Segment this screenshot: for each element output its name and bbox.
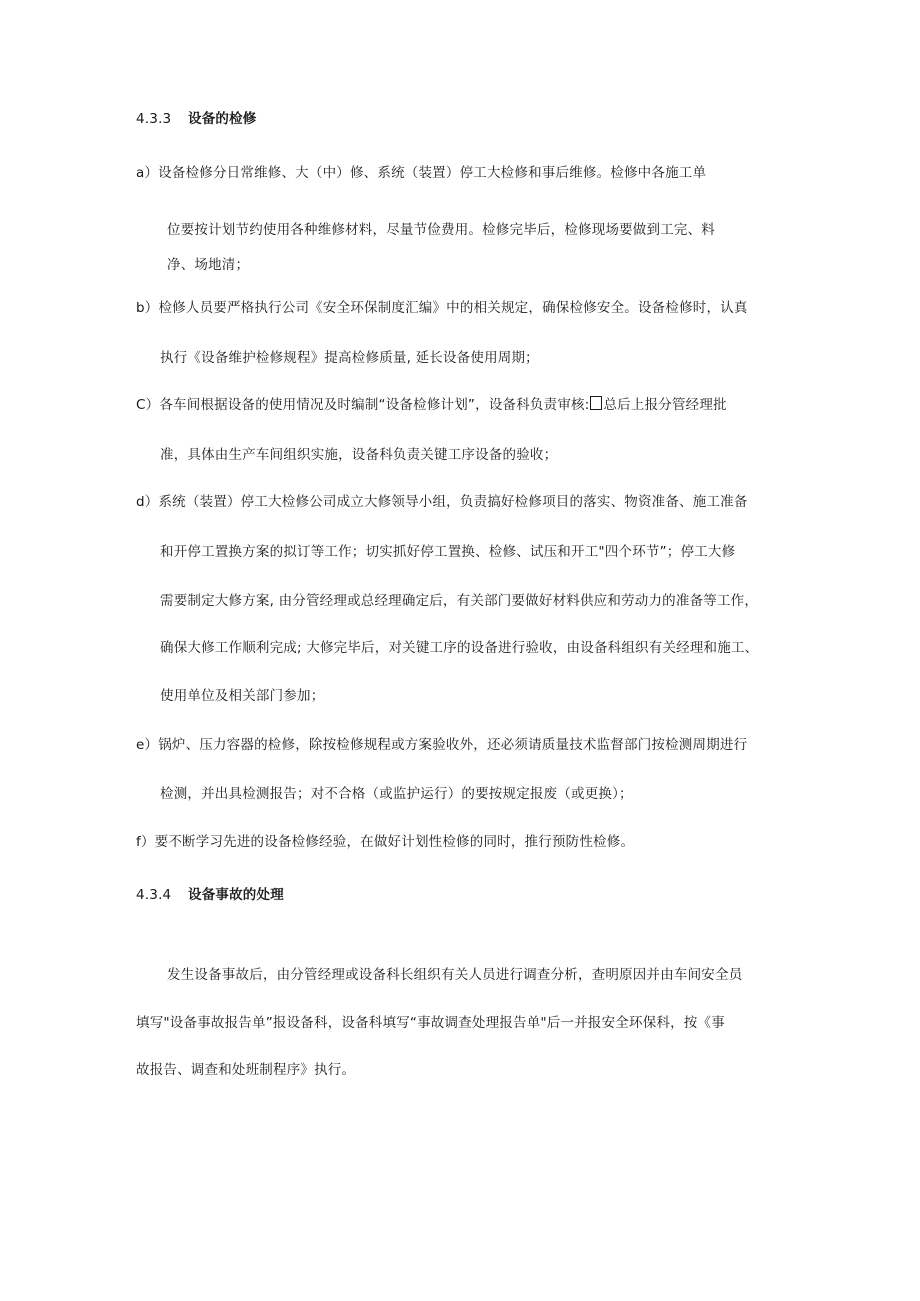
item-a-line-2: 位要按计划节约使用各种维修材料，尽量节俭费用。检修完毕后，检修现场要做到工完、料 — [167, 222, 715, 238]
item-c-line-1 — [136, 396, 727, 414]
item-c-line-1-end: 总后上报分管经理批 — [603, 397, 727, 413]
item-c-line-2: 准，具体由生产车间组织实施，设备科负责关键工序设备的验收； — [160, 447, 558, 463]
item-d-line-5: 使用单位及相关部门参加； — [160, 688, 325, 704]
item-c-line-1-start: C）各车间根据设备的使用情况及时编制“设备检修计划”，设备科负责审核: — [136, 397, 590, 413]
item-e-line-1: e）锅炉、压力容器的检修，除按检修规程或方案验收外，还必须请质量技术监督部门按检测周期进行 — [136, 737, 748, 753]
section-heading-4-3-3 — [136, 110, 257, 128]
item-d-line-2: 和开停工置换方案的拟订等工作；切实抓好停工置换、检修、试压和开工"四个环节”；停工大修 — [160, 544, 736, 560]
section-number: 4.3.3 — [136, 111, 172, 127]
item-d-line-4: 确保大修工作顺利完成; 大修完毕后，对关键工序的设备进行验收，由设备科组织有关经理和施工、 — [160, 640, 759, 656]
item-e-line-2: 检测，并出具检测报告；对不合格（或监护运行）的要按规定报废（或更换）； — [160, 786, 633, 802]
accident-paragraph-line-2: 填写"设备事故报告单”报设备科，设备科填写“事故调查处理报告单"后一并报安全环保科，按《事 — [136, 1015, 725, 1031]
section-heading-4-3-4 — [136, 886, 284, 904]
item-d-line-1: d）系统（装置）停工大检修公司成立大修领导小组，负责搞好检修项目的落实、物资准备、施工准备 — [136, 494, 748, 510]
item-a-line-3: 净、场地清； — [167, 257, 250, 273]
item-b-line-2: 执行《设备维护检修规程》提高检修质量, 延长设备使用周期； — [160, 350, 539, 366]
item-d-line-3: 需要制定大修方案, 由分管经理或总经理确定后，有关部门要做好材料供应和劳动力的准备等工作， — [160, 593, 759, 609]
accident-paragraph-line-1: 发生设备事故后，由分管经理或设备科长组织有关人员进行调查分析，查明原因并由车间安全员 — [167, 967, 743, 983]
item-a-line-1: a）设备检修分日常维修、大（中）修、系统（装置）停工大检修和事后维修。检修中各施工单 — [136, 165, 707, 181]
section-number: 4.3.4 — [136, 887, 172, 903]
section-title: 设备的检修 — [188, 111, 257, 127]
item-b-line-1: b）检修人员要严格执行公司《安全环保制度汇编》中的相关规定，确保检修安全。设备检修时，认真 — [136, 300, 748, 316]
checkbox-square-icon — [590, 396, 602, 410]
section-title: 设备事故的处理 — [188, 887, 284, 903]
item-f-line-1: f）要不断学习先进的设备检修经验，在做好计划性检修的同时，推行预防性检修。 — [136, 834, 635, 850]
accident-paragraph-line-3: 故报告、调查和处班制程序》执行。 — [136, 1062, 356, 1078]
